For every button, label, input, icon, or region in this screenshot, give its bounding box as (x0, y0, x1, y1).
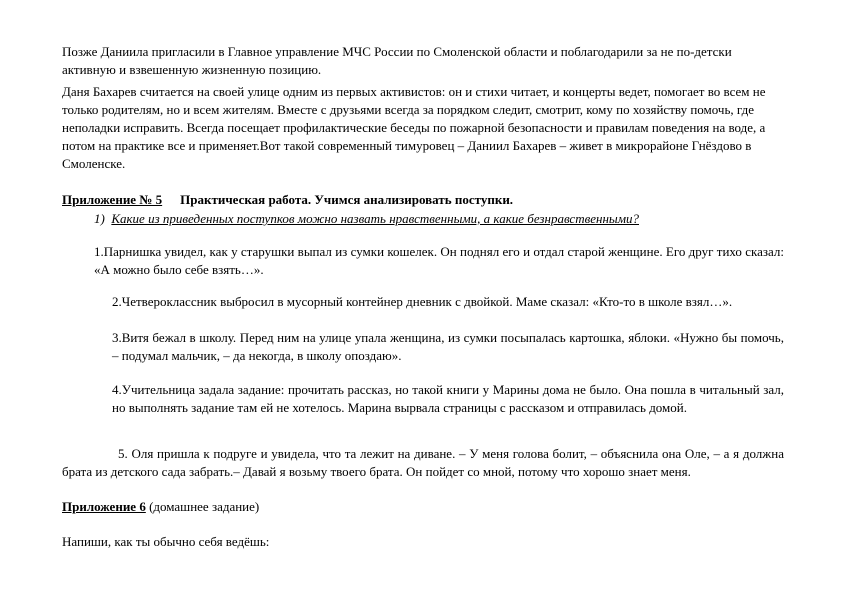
appendix-6-heading (62, 498, 782, 516)
list-item: 4.Учительница задала задание: прочитать рассказ, но такой книги у Марины дома не было. Она пошла в читальный зал, но выполнять задание там ей не хотелось. Марина вырвала страницы с рассказом и отправилась домой. (112, 382, 784, 415)
appendix-5-heading (62, 191, 782, 209)
appendix-5-title: Практическая работа. Учимся анализировать поступки. (180, 192, 514, 207)
list-item: 1.Парнишка увидел, как у старушки выпал из сумки кошелек. Он поднял его и отдал старой женщине. Его друг тихо сказал: «А можно было себе взять…». (94, 244, 784, 277)
list-item: 2.Четвероклассник выбросил в мусорный контейнер дневник с двойкой. Маме сказал: «Кто-то в школе взял…». (112, 294, 733, 309)
appendix-5-label: Приложение № 5 (62, 192, 163, 207)
question-1 (94, 210, 774, 228)
list-item: 5. Оля пришла к подруге и увидела, что та лежит на диване. – У меня голова болит, – объяснила она Оле, – а я должна брата из детского сада забрать.– Давай я возьму твоего брата. Он пойдет со мной, потому что хорошо знает меня. (62, 446, 784, 479)
question-number: 1) (94, 211, 105, 226)
paragraph-activist: Даня Бахарев считается на своей улице одним из первых активистов: он и стихи читает, и концерты ведет, помогает во всем не только родителям, но и всем жителям. Вместе с друзьями всегда за порядком следит, смотрит, кому по хозяйству помочь, где неполадки исправить. Всегда посещает профилактические беседы по пожарной безопасности и правилам поведения на воде, а потом на практике все и применяет.Вот такой современный тимуровец – Даниил Бахарев – живет в микрорайоне Гнёздово в Смоленске. (62, 84, 766, 171)
homework-task: Напиши, как ты обычно себя ведёшь: (62, 534, 270, 549)
appendix-6-note: (домашнее задание) (145, 499, 260, 514)
paragraph-thanks: Позже Даниила пригласили в Главное управление МЧС России по Смоленской области и поблагодарили за не по-детски активную и взвешенную жизненную позицию. (62, 44, 732, 77)
appendix-6-label: Приложение 6 (62, 499, 146, 514)
list-item: 3.Витя бежал в школу. Перед ним на улице упала женщина, из сумки посыпалась картошка, яблоки. «Нужно бы помочь, – подумал мальчик, – да некогда, в школу опоздаю». (112, 330, 784, 363)
list-item-5 (62, 445, 784, 481)
question-text: Какие из приведенных поступков можно назвать нравственными, а какие безнравственными? (111, 211, 639, 226)
